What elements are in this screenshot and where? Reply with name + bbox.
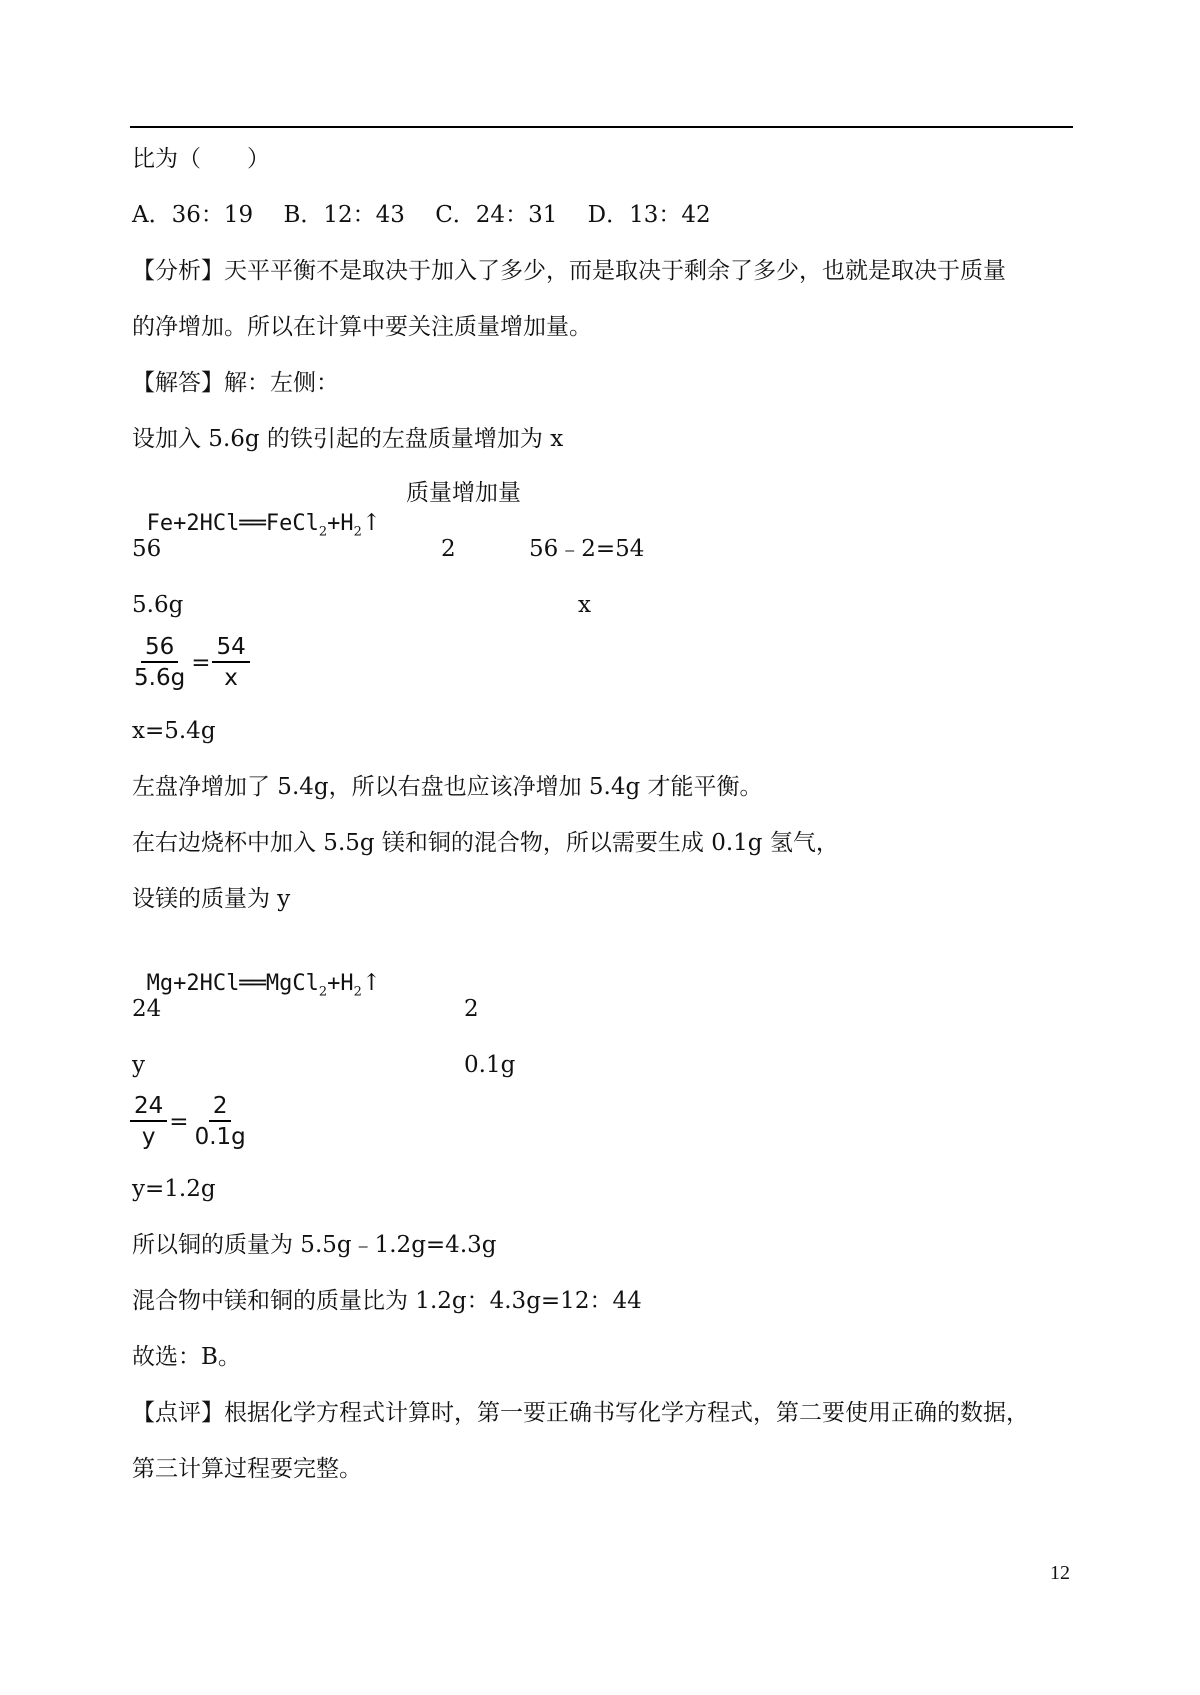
frac1-denominator-2: x bbox=[224, 665, 238, 691]
left-increase-text: 左盘净增加了 5.4g，所以右盘也应该净增加 5.4g 才能平衡。 bbox=[132, 774, 763, 800]
frac1-numerator-2: 54 bbox=[212, 633, 249, 663]
header-rule bbox=[130, 126, 1073, 128]
mass-ratio: 混合物中镁和铜的质量比为 1.2g：4.3g=12：44 bbox=[132, 1288, 642, 1314]
frac1-numerator-1: 56 bbox=[141, 633, 178, 663]
comment-line-2: 第三计算过程要完整。 bbox=[132, 1456, 362, 1482]
right-add-text: 在右边烧杯中加入 5.5g 镁和铜的混合物，所以需要生成 0.1g 氢气， bbox=[132, 830, 839, 856]
eq1-given-x: x bbox=[578, 592, 591, 618]
proportion-x: $\frac{56}{5.6g}$ = $\frac{54}{x}$ bbox=[130, 633, 250, 693]
frac2-denominator-1: y bbox=[141, 1124, 156, 1150]
eq2-given-y: y bbox=[132, 1052, 145, 1078]
setup-x: 设加入 5.6g 的铁引起的左盘质量增加为 x bbox=[132, 426, 564, 452]
eq2-given-h2: 0.1g bbox=[464, 1052, 516, 1078]
eq2-mass-mg: 24 bbox=[132, 996, 162, 1022]
equation-mg: $Mg+2HCl══MgCl_2+H_2↑$ bbox=[146, 970, 382, 1000]
eq1-mass-h2: 2 bbox=[441, 536, 456, 562]
proportion-y: $\frac{24}{y}$ = $\frac{2}{0.1g}$ bbox=[130, 1092, 250, 1152]
setup-y: 设镁的质量为 y bbox=[132, 886, 291, 912]
answer-options: A．36：19 B．12：43 C．24：31 D．13：42 bbox=[132, 202, 711, 228]
eq1-mass-increase: 56﹣2=54 bbox=[529, 536, 645, 562]
copper-mass: 所以铜的质量为 5.5g﹣1.2g=4.3g bbox=[132, 1232, 497, 1258]
eq1-given-fe: 5.6g bbox=[132, 592, 184, 618]
page-number: 12 bbox=[1050, 1562, 1070, 1584]
frac2-numerator-1: 24 bbox=[130, 1092, 167, 1122]
x-result: x=5.4g bbox=[132, 718, 216, 744]
eq2-mass-h2: 2 bbox=[464, 996, 479, 1022]
comment-line-1: 【点评】根据化学方程式计算时，第一要正确书写化学方程式，第二要使用正确的数据， bbox=[132, 1400, 1029, 1426]
frac2-denominator-2: 0.1g bbox=[194, 1124, 246, 1150]
choice-answer: 故选：B。 bbox=[132, 1344, 241, 1370]
mass-increase-label: 质量增加量 bbox=[406, 480, 521, 506]
analysis-line-1: 【分析】天平平衡不是取决于加入了多少，而是取决于剩余了多少，也就是取决于质量 bbox=[132, 258, 1006, 284]
solution-heading: 【解答】解：左侧： bbox=[132, 370, 339, 396]
analysis-line-2: 的净增加。所以在计算中要关注质量增加量。 bbox=[132, 314, 592, 340]
equation-fe: $Fe+2HCl══FeCl_2+H_2↑$ bbox=[146, 510, 382, 540]
frac1-denominator-1: 5.6g bbox=[134, 665, 186, 691]
eq1-mass-fe: 56 bbox=[132, 536, 162, 562]
question-tail: 比为（ ） bbox=[132, 146, 270, 172]
frac2-numerator-2: 2 bbox=[209, 1092, 232, 1122]
y-result: y=1.2g bbox=[132, 1176, 216, 1202]
